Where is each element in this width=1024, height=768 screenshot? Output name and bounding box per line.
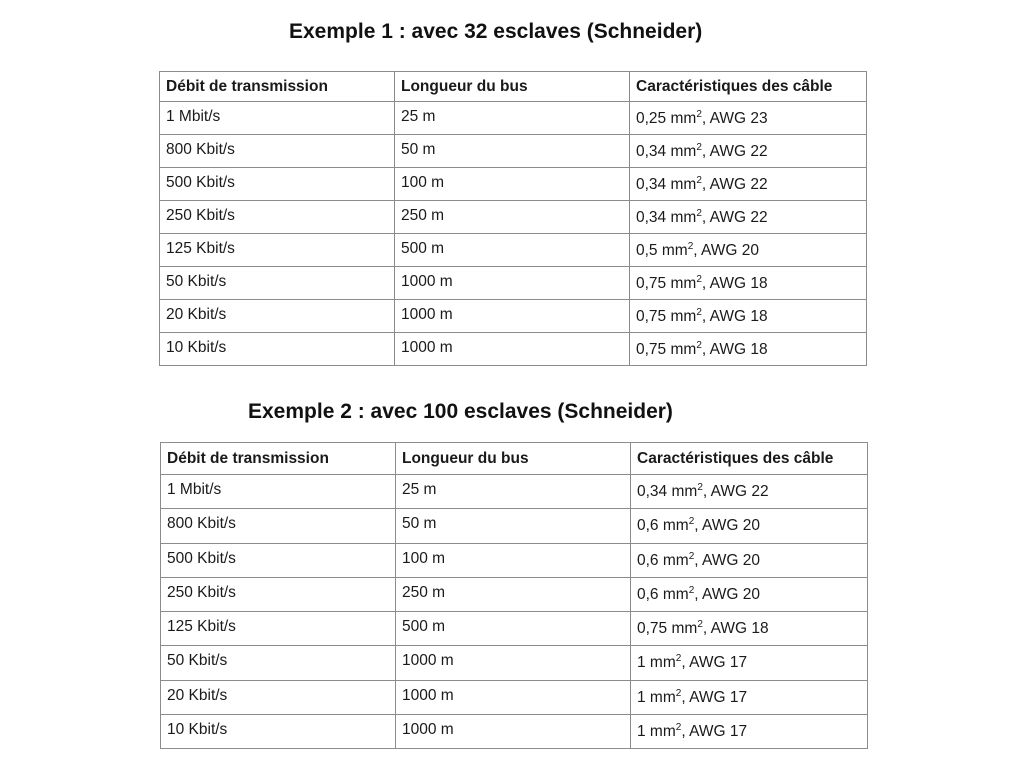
cable-awg: , AWG 18 xyxy=(702,620,769,638)
cable-section: 0,6 mm xyxy=(637,517,689,535)
cable-awg: , AWG 20 xyxy=(694,551,761,569)
cell-cable-characteristics xyxy=(630,333,867,366)
cable-awg: , AWG 22 xyxy=(702,483,769,500)
cable-awg: , AWG 18 xyxy=(701,275,768,292)
table-row xyxy=(160,135,867,168)
example-1-title: Exemple 1 : avec 32 esclaves (Schneider) xyxy=(289,20,703,43)
cable-section: 1 mm xyxy=(637,723,676,741)
cable-section: 0,6 mm xyxy=(637,551,689,569)
table-row xyxy=(160,234,867,267)
cable-section-exponent: 2 xyxy=(696,175,702,186)
cable-section-exponent: 2 xyxy=(688,516,695,528)
cable-section: 1 mm xyxy=(637,688,676,706)
cell-bus-length: 1000 m xyxy=(396,646,631,680)
cell-bus-length: 100 m xyxy=(396,543,631,577)
cable-section-exponent: 2 xyxy=(696,340,702,351)
cable-awg: , AWG 22 xyxy=(701,143,768,160)
table-row xyxy=(161,543,868,577)
cell-transmission-rate: 1 Mbit/s xyxy=(161,475,396,509)
cable-awg: , AWG 17 xyxy=(681,723,748,741)
cable-section: 0,6 mm xyxy=(637,585,689,603)
cable-section-exponent: 2 xyxy=(696,307,702,318)
table-header-row xyxy=(161,443,868,475)
cell-bus-length: 1000 m xyxy=(396,715,631,749)
cell-transmission-rate: 800 Kbit/s xyxy=(161,509,396,543)
table-row xyxy=(161,612,868,646)
cell-bus-length: 100 m xyxy=(395,168,630,201)
cell-transmission-rate: 500 Kbit/s xyxy=(161,543,396,577)
cell-cable-characteristics xyxy=(630,300,867,333)
cable-section: 0,34 mm xyxy=(636,143,697,160)
cell-bus-length: 25 m xyxy=(395,102,630,135)
cell-cable-characteristics xyxy=(631,680,868,714)
header-transmission-rate: Débit de transmission xyxy=(160,72,395,102)
cell-transmission-rate: 10 Kbit/s xyxy=(160,333,395,366)
cell-cable-characteristics xyxy=(631,646,868,680)
cable-section-exponent: 2 xyxy=(688,584,695,596)
cell-cable-characteristics xyxy=(630,102,867,135)
cable-section-exponent: 2 xyxy=(696,208,702,219)
header-bus-length: Longueur du bus xyxy=(396,443,631,475)
table-row xyxy=(160,300,867,333)
example-2-table xyxy=(160,442,868,749)
cable-section-exponent: 2 xyxy=(697,482,703,493)
cable-awg: , AWG 20 xyxy=(694,517,761,535)
cable-section: 0,34 mm xyxy=(636,176,697,193)
cell-bus-length: 500 m xyxy=(396,612,631,646)
header-cable-characteristics: Caractéristiques des câble xyxy=(631,443,868,475)
cell-bus-length: 250 m xyxy=(396,577,631,611)
cable-awg: , AWG 18 xyxy=(701,308,768,325)
cable-awg: , AWG 22 xyxy=(701,209,768,226)
cell-transmission-rate: 125 Kbit/s xyxy=(160,234,395,267)
cell-transmission-rate: 50 Kbit/s xyxy=(160,267,395,300)
cable-awg: , AWG 20 xyxy=(693,242,760,259)
cell-bus-length: 1000 m xyxy=(395,300,630,333)
cable-awg: , AWG 18 xyxy=(701,341,768,358)
cell-bus-length: 1000 m xyxy=(395,267,630,300)
cell-cable-characteristics xyxy=(630,168,867,201)
cable-section-exponent: 2 xyxy=(696,274,702,285)
table-row xyxy=(161,715,868,749)
cell-transmission-rate: 250 Kbit/s xyxy=(161,577,396,611)
cell-bus-length: 25 m xyxy=(396,475,631,509)
cell-cable-characteristics xyxy=(631,577,868,611)
cable-section-exponent: 2 xyxy=(675,687,682,699)
header-cable-characteristics: Caractéristiques des câble xyxy=(630,72,867,102)
cable-section-exponent: 2 xyxy=(697,619,703,631)
cable-section: 1 mm xyxy=(637,654,676,672)
cell-cable-characteristics xyxy=(630,135,867,168)
cable-section: 0,34 mm xyxy=(637,483,698,500)
cell-transmission-rate: 50 Kbit/s xyxy=(161,646,396,680)
cable-section: 0,5 mm xyxy=(636,242,688,259)
cell-cable-characteristics xyxy=(630,234,867,267)
cell-cable-characteristics xyxy=(631,543,868,577)
table-row xyxy=(160,102,867,135)
cell-transmission-rate: 1 Mbit/s xyxy=(160,102,395,135)
cable-section-exponent: 2 xyxy=(696,109,702,120)
cell-transmission-rate: 20 Kbit/s xyxy=(161,680,396,714)
cell-transmission-rate: 10 Kbit/s xyxy=(161,715,396,749)
cable-section-exponent: 2 xyxy=(696,142,702,153)
table-row xyxy=(161,646,868,680)
cable-section: 0,75 mm xyxy=(637,620,698,638)
table-row xyxy=(161,475,868,509)
cell-transmission-rate: 250 Kbit/s xyxy=(160,201,395,234)
cable-awg: , AWG 20 xyxy=(694,585,761,603)
example-1-table xyxy=(159,71,867,366)
example-1-rows xyxy=(160,102,867,366)
cell-cable-characteristics xyxy=(631,509,868,543)
header-transmission-rate: Débit de transmission xyxy=(161,443,396,475)
cable-section: 0,75 mm xyxy=(636,308,697,325)
cell-transmission-rate: 800 Kbit/s xyxy=(160,135,395,168)
cell-cable-characteristics xyxy=(630,201,867,234)
table-row xyxy=(161,680,868,714)
cable-awg: , AWG 23 xyxy=(701,110,768,127)
cable-awg: , AWG 22 xyxy=(701,176,768,193)
cell-transmission-rate: 125 Kbit/s xyxy=(161,612,396,646)
cell-bus-length: 250 m xyxy=(395,201,630,234)
header-bus-length: Longueur du bus xyxy=(395,72,630,102)
table-row xyxy=(161,577,868,611)
cable-awg: , AWG 17 xyxy=(681,654,748,672)
cell-cable-characteristics xyxy=(631,612,868,646)
cable-section: 0,75 mm xyxy=(636,341,697,358)
table-row xyxy=(160,333,867,366)
table-row xyxy=(161,509,868,543)
cable-section: 0,34 mm xyxy=(636,209,697,226)
cable-section-exponent: 2 xyxy=(688,550,695,562)
cell-cable-characteristics xyxy=(631,475,868,509)
cell-transmission-rate: 20 Kbit/s xyxy=(160,300,395,333)
cell-bus-length: 1000 m xyxy=(395,333,630,366)
cable-section: 0,75 mm xyxy=(636,275,697,292)
cell-cable-characteristics xyxy=(630,267,867,300)
cell-bus-length: 500 m xyxy=(395,234,630,267)
table-row xyxy=(160,201,867,234)
cable-section-exponent: 2 xyxy=(675,653,682,665)
example-2-title: Exemple 2 : avec 100 esclaves (Schneider) xyxy=(248,400,673,423)
cable-section-exponent: 2 xyxy=(687,241,694,252)
cell-bus-length: 50 m xyxy=(395,135,630,168)
cable-awg: , AWG 17 xyxy=(681,688,748,706)
cable-section: 0,25 mm xyxy=(636,110,697,127)
cell-cable-characteristics xyxy=(631,715,868,749)
example-2-rows xyxy=(161,475,868,749)
cable-section-exponent: 2 xyxy=(675,722,682,734)
cell-bus-length: 50 m xyxy=(396,509,631,543)
cell-transmission-rate: 500 Kbit/s xyxy=(160,168,395,201)
table-header-row xyxy=(160,72,867,102)
table-row xyxy=(160,267,867,300)
table-row xyxy=(160,168,867,201)
cell-bus-length: 1000 m xyxy=(396,680,631,714)
